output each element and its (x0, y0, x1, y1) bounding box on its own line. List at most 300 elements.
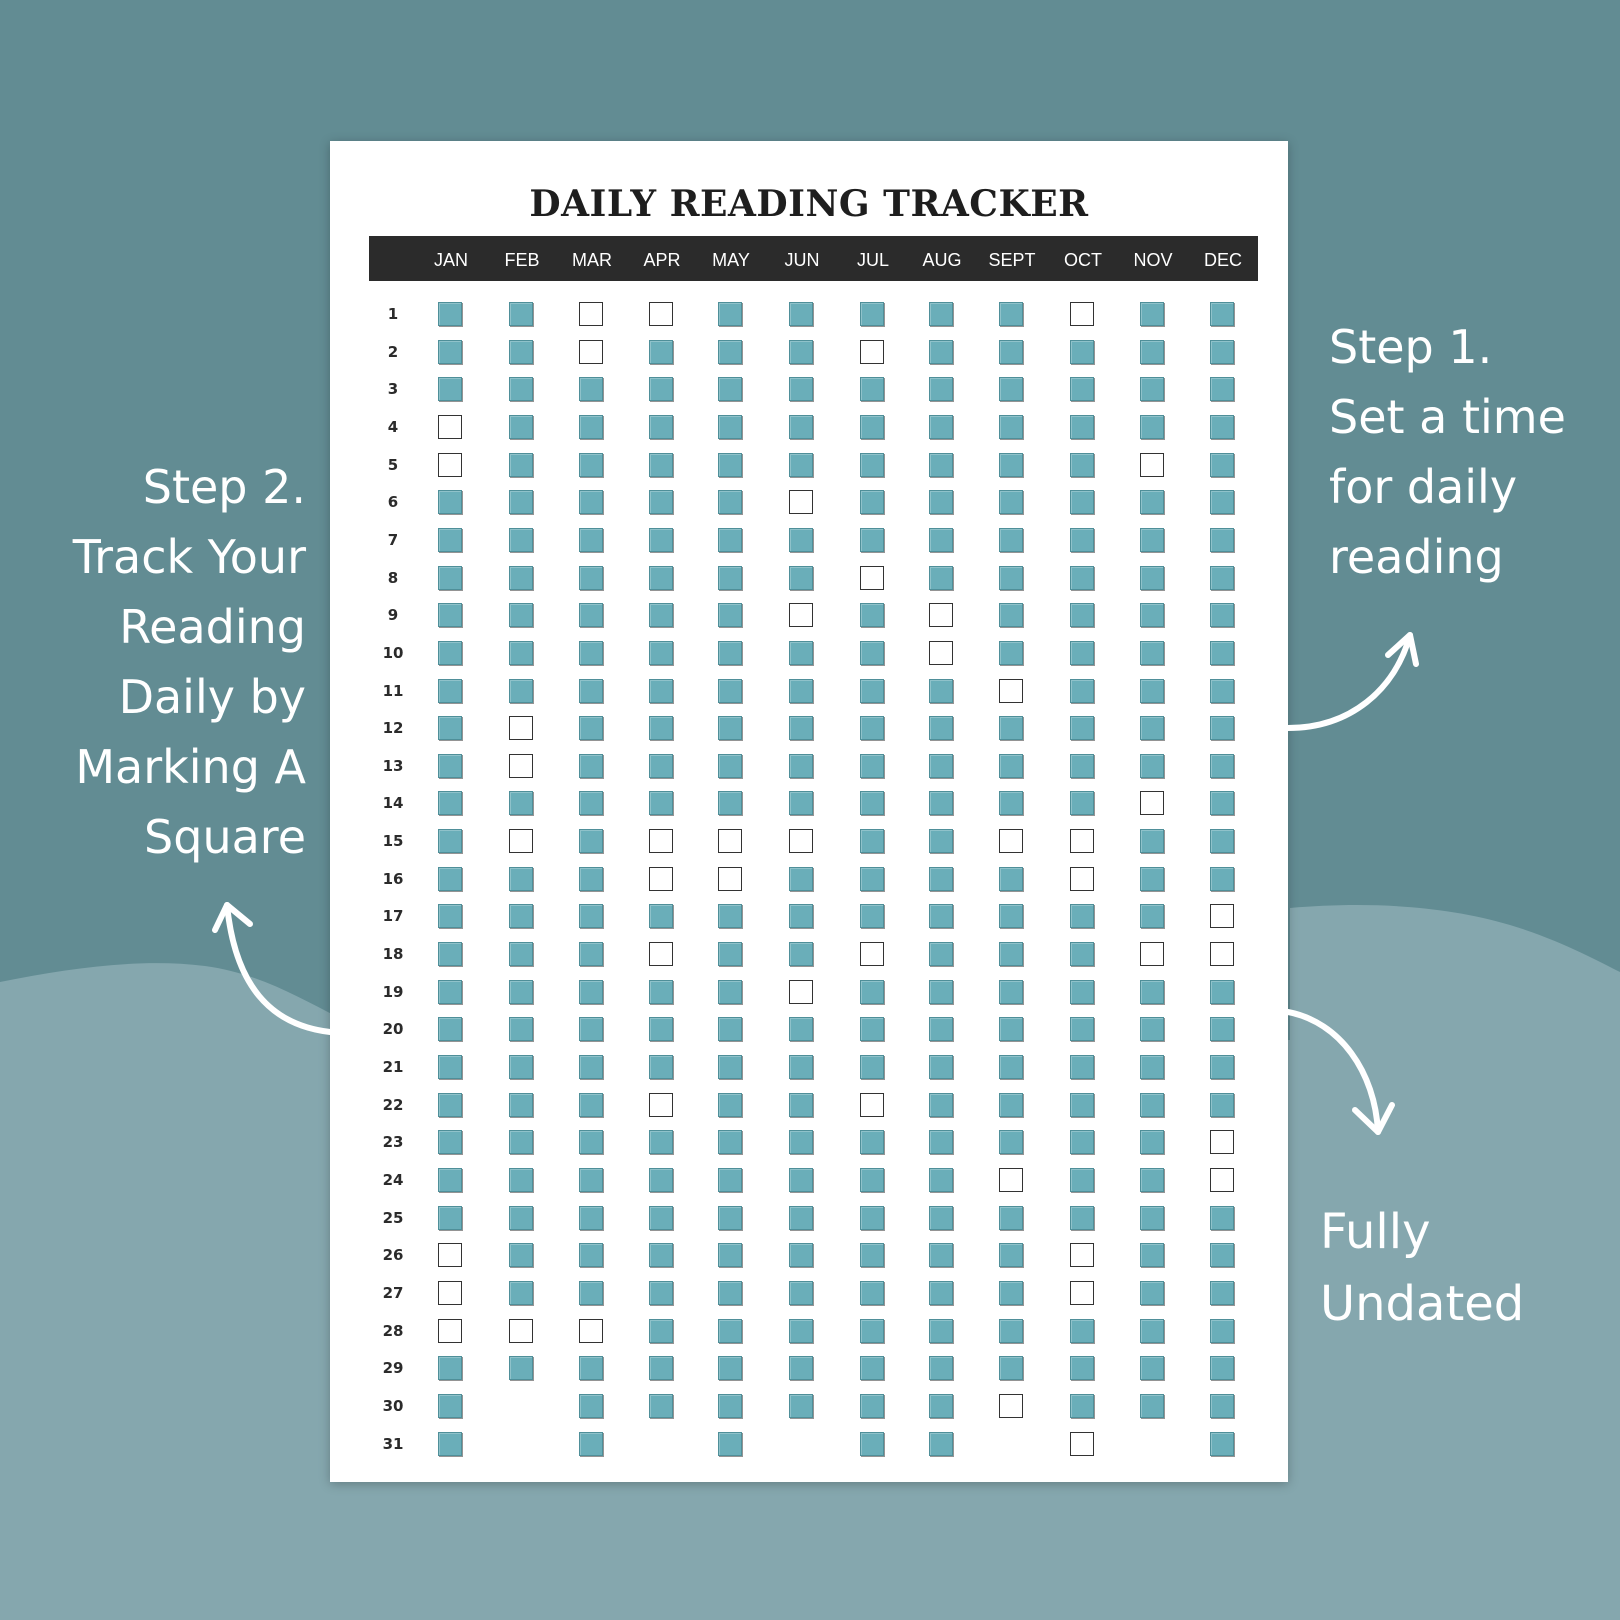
day-square-oct-29[interactable] (1070, 1356, 1094, 1380)
day-square-may-29[interactable] (718, 1356, 742, 1380)
day-square-apr-1[interactable] (649, 302, 673, 326)
day-square-feb-26[interactable] (509, 1243, 533, 1267)
day-square-aug-11[interactable] (929, 679, 953, 703)
day-square-sept-4[interactable] (999, 415, 1023, 439)
day-square-apr-14[interactable] (649, 791, 673, 815)
day-square-mar-26[interactable] (579, 1243, 603, 1267)
day-square-feb-24[interactable] (509, 1168, 533, 1192)
day-square-mar-31[interactable] (579, 1432, 603, 1456)
day-square-jul-5[interactable] (860, 453, 884, 477)
day-square-aug-31[interactable] (929, 1432, 953, 1456)
day-square-jul-3[interactable] (860, 377, 884, 401)
day-square-nov-4[interactable] (1140, 415, 1164, 439)
day-square-jan-24[interactable] (438, 1168, 462, 1192)
day-square-mar-24[interactable] (579, 1168, 603, 1192)
day-square-feb-2[interactable] (509, 340, 533, 364)
day-square-aug-6[interactable] (929, 490, 953, 514)
day-square-oct-25[interactable] (1070, 1206, 1094, 1230)
day-square-dec-28[interactable] (1210, 1319, 1234, 1343)
day-square-mar-3[interactable] (579, 377, 603, 401)
day-square-nov-9[interactable] (1140, 603, 1164, 627)
day-square-oct-22[interactable] (1070, 1093, 1094, 1117)
day-square-dec-22[interactable] (1210, 1093, 1234, 1117)
day-square-apr-11[interactable] (649, 679, 673, 703)
day-square-aug-19[interactable] (929, 980, 953, 1004)
day-square-mar-10[interactable] (579, 641, 603, 665)
day-square-nov-18[interactable] (1140, 942, 1164, 966)
day-square-dec-26[interactable] (1210, 1243, 1234, 1267)
day-square-apr-17[interactable] (649, 904, 673, 928)
day-square-dec-6[interactable] (1210, 490, 1234, 514)
day-square-feb-7[interactable] (509, 528, 533, 552)
day-square-feb-22[interactable] (509, 1093, 533, 1117)
day-square-jul-28[interactable] (860, 1319, 884, 1343)
day-square-jul-4[interactable] (860, 415, 884, 439)
day-square-jan-23[interactable] (438, 1130, 462, 1154)
day-square-jun-3[interactable] (789, 377, 813, 401)
day-square-jan-26[interactable] (438, 1243, 462, 1267)
day-square-may-5[interactable] (718, 453, 742, 477)
day-square-nov-28[interactable] (1140, 1319, 1164, 1343)
day-square-feb-14[interactable] (509, 791, 533, 815)
day-square-apr-18[interactable] (649, 942, 673, 966)
day-square-nov-3[interactable] (1140, 377, 1164, 401)
day-square-mar-2[interactable] (579, 340, 603, 364)
day-square-mar-27[interactable] (579, 1281, 603, 1305)
day-square-may-3[interactable] (718, 377, 742, 401)
day-square-aug-4[interactable] (929, 415, 953, 439)
day-square-nov-20[interactable] (1140, 1017, 1164, 1041)
day-square-dec-17[interactable] (1210, 904, 1234, 928)
day-square-oct-30[interactable] (1070, 1394, 1094, 1418)
day-square-nov-11[interactable] (1140, 679, 1164, 703)
day-square-aug-30[interactable] (929, 1394, 953, 1418)
day-square-oct-20[interactable] (1070, 1017, 1094, 1041)
day-square-dec-19[interactable] (1210, 980, 1234, 1004)
day-square-feb-23[interactable] (509, 1130, 533, 1154)
day-square-jan-2[interactable] (438, 340, 462, 364)
day-square-sept-9[interactable] (999, 603, 1023, 627)
day-square-sept-6[interactable] (999, 490, 1023, 514)
day-square-may-26[interactable] (718, 1243, 742, 1267)
day-square-apr-29[interactable] (649, 1356, 673, 1380)
day-square-aug-16[interactable] (929, 867, 953, 891)
day-square-nov-8[interactable] (1140, 566, 1164, 590)
day-square-may-25[interactable] (718, 1206, 742, 1230)
day-square-feb-18[interactable] (509, 942, 533, 966)
day-square-sept-15[interactable] (999, 829, 1023, 853)
day-square-jul-17[interactable] (860, 904, 884, 928)
day-square-oct-11[interactable] (1070, 679, 1094, 703)
day-square-aug-22[interactable] (929, 1093, 953, 1117)
day-square-aug-3[interactable] (929, 377, 953, 401)
day-square-apr-24[interactable] (649, 1168, 673, 1192)
day-square-feb-21[interactable] (509, 1055, 533, 1079)
day-square-apr-28[interactable] (649, 1319, 673, 1343)
day-square-jun-28[interactable] (789, 1319, 813, 1343)
day-square-aug-23[interactable] (929, 1130, 953, 1154)
day-square-mar-20[interactable] (579, 1017, 603, 1041)
day-square-sept-19[interactable] (999, 980, 1023, 1004)
day-square-nov-14[interactable] (1140, 791, 1164, 815)
day-square-jun-11[interactable] (789, 679, 813, 703)
day-square-dec-15[interactable] (1210, 829, 1234, 853)
day-square-aug-9[interactable] (929, 603, 953, 627)
day-square-dec-9[interactable] (1210, 603, 1234, 627)
day-square-jun-12[interactable] (789, 716, 813, 740)
day-square-apr-23[interactable] (649, 1130, 673, 1154)
day-square-sept-24[interactable] (999, 1168, 1023, 1192)
day-square-jan-15[interactable] (438, 829, 462, 853)
day-square-dec-14[interactable] (1210, 791, 1234, 815)
day-square-aug-21[interactable] (929, 1055, 953, 1079)
day-square-may-15[interactable] (718, 829, 742, 853)
day-square-feb-3[interactable] (509, 377, 533, 401)
day-square-dec-4[interactable] (1210, 415, 1234, 439)
day-square-apr-26[interactable] (649, 1243, 673, 1267)
day-square-nov-16[interactable] (1140, 867, 1164, 891)
day-square-aug-12[interactable] (929, 716, 953, 740)
day-square-may-14[interactable] (718, 791, 742, 815)
day-square-apr-4[interactable] (649, 415, 673, 439)
day-square-oct-7[interactable] (1070, 528, 1094, 552)
day-square-sept-8[interactable] (999, 566, 1023, 590)
day-square-oct-28[interactable] (1070, 1319, 1094, 1343)
day-square-aug-20[interactable] (929, 1017, 953, 1041)
day-square-may-24[interactable] (718, 1168, 742, 1192)
day-square-sept-23[interactable] (999, 1130, 1023, 1154)
day-square-may-8[interactable] (718, 566, 742, 590)
day-square-dec-7[interactable] (1210, 528, 1234, 552)
day-square-jul-18[interactable] (860, 942, 884, 966)
day-square-jul-13[interactable] (860, 754, 884, 778)
day-square-oct-16[interactable] (1070, 867, 1094, 891)
day-square-mar-25[interactable] (579, 1206, 603, 1230)
day-square-jan-20[interactable] (438, 1017, 462, 1041)
day-square-jul-27[interactable] (860, 1281, 884, 1305)
day-square-may-27[interactable] (718, 1281, 742, 1305)
day-square-may-9[interactable] (718, 603, 742, 627)
day-square-feb-8[interactable] (509, 566, 533, 590)
day-square-jun-6[interactable] (789, 490, 813, 514)
day-square-feb-19[interactable] (509, 980, 533, 1004)
day-square-jul-7[interactable] (860, 528, 884, 552)
day-square-dec-12[interactable] (1210, 716, 1234, 740)
day-square-jun-23[interactable] (789, 1130, 813, 1154)
day-square-jul-16[interactable] (860, 867, 884, 891)
day-square-may-30[interactable] (718, 1394, 742, 1418)
day-square-may-12[interactable] (718, 716, 742, 740)
day-square-may-19[interactable] (718, 980, 742, 1004)
day-square-jun-7[interactable] (789, 528, 813, 552)
day-square-jun-15[interactable] (789, 829, 813, 853)
day-square-may-28[interactable] (718, 1319, 742, 1343)
day-square-nov-12[interactable] (1140, 716, 1164, 740)
day-square-sept-13[interactable] (999, 754, 1023, 778)
day-square-oct-15[interactable] (1070, 829, 1094, 853)
day-square-oct-1[interactable] (1070, 302, 1094, 326)
day-square-mar-28[interactable] (579, 1319, 603, 1343)
day-square-may-22[interactable] (718, 1093, 742, 1117)
day-square-oct-10[interactable] (1070, 641, 1094, 665)
day-square-sept-28[interactable] (999, 1319, 1023, 1343)
day-square-feb-11[interactable] (509, 679, 533, 703)
day-square-apr-15[interactable] (649, 829, 673, 853)
day-square-nov-17[interactable] (1140, 904, 1164, 928)
day-square-feb-10[interactable] (509, 641, 533, 665)
day-square-nov-7[interactable] (1140, 528, 1164, 552)
day-square-jun-17[interactable] (789, 904, 813, 928)
day-square-jun-18[interactable] (789, 942, 813, 966)
day-square-dec-3[interactable] (1210, 377, 1234, 401)
day-square-dec-5[interactable] (1210, 453, 1234, 477)
day-square-sept-25[interactable] (999, 1206, 1023, 1230)
day-square-oct-17[interactable] (1070, 904, 1094, 928)
day-square-nov-25[interactable] (1140, 1206, 1164, 1230)
day-square-feb-20[interactable] (509, 1017, 533, 1041)
day-square-feb-13[interactable] (509, 754, 533, 778)
day-square-nov-10[interactable] (1140, 641, 1164, 665)
day-square-dec-25[interactable] (1210, 1206, 1234, 1230)
day-square-dec-1[interactable] (1210, 302, 1234, 326)
day-square-nov-2[interactable] (1140, 340, 1164, 364)
day-square-apr-27[interactable] (649, 1281, 673, 1305)
day-square-nov-22[interactable] (1140, 1093, 1164, 1117)
day-square-oct-27[interactable] (1070, 1281, 1094, 1305)
day-square-feb-5[interactable] (509, 453, 533, 477)
day-square-jul-9[interactable] (860, 603, 884, 627)
day-square-sept-21[interactable] (999, 1055, 1023, 1079)
day-square-mar-5[interactable] (579, 453, 603, 477)
day-square-jul-21[interactable] (860, 1055, 884, 1079)
day-square-jul-19[interactable] (860, 980, 884, 1004)
day-square-may-17[interactable] (718, 904, 742, 928)
day-square-nov-5[interactable] (1140, 453, 1164, 477)
day-square-apr-22[interactable] (649, 1093, 673, 1117)
day-square-aug-17[interactable] (929, 904, 953, 928)
day-square-jul-2[interactable] (860, 340, 884, 364)
day-square-apr-30[interactable] (649, 1394, 673, 1418)
day-square-sept-11[interactable] (999, 679, 1023, 703)
day-square-dec-18[interactable] (1210, 942, 1234, 966)
day-square-mar-22[interactable] (579, 1093, 603, 1117)
day-square-sept-22[interactable] (999, 1093, 1023, 1117)
day-square-jan-27[interactable] (438, 1281, 462, 1305)
day-square-apr-20[interactable] (649, 1017, 673, 1041)
day-square-oct-5[interactable] (1070, 453, 1094, 477)
day-square-mar-6[interactable] (579, 490, 603, 514)
day-square-jul-26[interactable] (860, 1243, 884, 1267)
day-square-oct-8[interactable] (1070, 566, 1094, 590)
day-square-nov-13[interactable] (1140, 754, 1164, 778)
day-square-sept-20[interactable] (999, 1017, 1023, 1041)
day-square-jun-2[interactable] (789, 340, 813, 364)
day-square-sept-17[interactable] (999, 904, 1023, 928)
day-square-apr-19[interactable] (649, 980, 673, 1004)
day-square-jun-10[interactable] (789, 641, 813, 665)
day-square-dec-20[interactable] (1210, 1017, 1234, 1041)
day-square-oct-18[interactable] (1070, 942, 1094, 966)
day-square-jun-24[interactable] (789, 1168, 813, 1192)
day-square-jul-8[interactable] (860, 566, 884, 590)
day-square-dec-11[interactable] (1210, 679, 1234, 703)
day-square-oct-12[interactable] (1070, 716, 1094, 740)
day-square-aug-7[interactable] (929, 528, 953, 552)
day-square-jan-25[interactable] (438, 1206, 462, 1230)
day-square-feb-27[interactable] (509, 1281, 533, 1305)
day-square-oct-24[interactable] (1070, 1168, 1094, 1192)
day-square-apr-9[interactable] (649, 603, 673, 627)
day-square-dec-13[interactable] (1210, 754, 1234, 778)
day-square-jan-29[interactable] (438, 1356, 462, 1380)
day-square-aug-26[interactable] (929, 1243, 953, 1267)
day-square-mar-18[interactable] (579, 942, 603, 966)
day-square-dec-23[interactable] (1210, 1130, 1234, 1154)
day-square-jun-25[interactable] (789, 1206, 813, 1230)
day-square-jul-15[interactable] (860, 829, 884, 853)
day-square-jun-13[interactable] (789, 754, 813, 778)
day-square-mar-14[interactable] (579, 791, 603, 815)
day-square-nov-24[interactable] (1140, 1168, 1164, 1192)
day-square-oct-31[interactable] (1070, 1432, 1094, 1456)
day-square-oct-23[interactable] (1070, 1130, 1094, 1154)
day-square-jun-5[interactable] (789, 453, 813, 477)
day-square-jul-1[interactable] (860, 302, 884, 326)
day-square-aug-10[interactable] (929, 641, 953, 665)
day-square-aug-2[interactable] (929, 340, 953, 364)
day-square-jun-29[interactable] (789, 1356, 813, 1380)
day-square-mar-4[interactable] (579, 415, 603, 439)
day-square-jun-4[interactable] (789, 415, 813, 439)
day-square-dec-24[interactable] (1210, 1168, 1234, 1192)
day-square-may-7[interactable] (718, 528, 742, 552)
day-square-jul-31[interactable] (860, 1432, 884, 1456)
day-square-mar-11[interactable] (579, 679, 603, 703)
day-square-apr-7[interactable] (649, 528, 673, 552)
day-square-jun-20[interactable] (789, 1017, 813, 1041)
day-square-apr-13[interactable] (649, 754, 673, 778)
day-square-sept-10[interactable] (999, 641, 1023, 665)
day-square-oct-3[interactable] (1070, 377, 1094, 401)
day-square-jan-12[interactable] (438, 716, 462, 740)
day-square-apr-16[interactable] (649, 867, 673, 891)
day-square-sept-30[interactable] (999, 1394, 1023, 1418)
day-square-oct-2[interactable] (1070, 340, 1094, 364)
day-square-jun-19[interactable] (789, 980, 813, 1004)
day-square-apr-25[interactable] (649, 1206, 673, 1230)
day-square-sept-3[interactable] (999, 377, 1023, 401)
day-square-jan-1[interactable] (438, 302, 462, 326)
day-square-aug-15[interactable] (929, 829, 953, 853)
day-square-sept-27[interactable] (999, 1281, 1023, 1305)
day-square-nov-1[interactable] (1140, 302, 1164, 326)
day-square-sept-16[interactable] (999, 867, 1023, 891)
day-square-feb-12[interactable] (509, 716, 533, 740)
day-square-jan-3[interactable] (438, 377, 462, 401)
day-square-mar-12[interactable] (579, 716, 603, 740)
day-square-may-1[interactable] (718, 302, 742, 326)
day-square-oct-19[interactable] (1070, 980, 1094, 1004)
day-square-apr-8[interactable] (649, 566, 673, 590)
day-square-oct-9[interactable] (1070, 603, 1094, 627)
day-square-sept-18[interactable] (999, 942, 1023, 966)
day-square-nov-6[interactable] (1140, 490, 1164, 514)
day-square-jan-31[interactable] (438, 1432, 462, 1456)
day-square-oct-4[interactable] (1070, 415, 1094, 439)
day-square-may-6[interactable] (718, 490, 742, 514)
day-square-apr-12[interactable] (649, 716, 673, 740)
day-square-jan-8[interactable] (438, 566, 462, 590)
day-square-nov-29[interactable] (1140, 1356, 1164, 1380)
day-square-aug-14[interactable] (929, 791, 953, 815)
day-square-mar-1[interactable] (579, 302, 603, 326)
day-square-may-31[interactable] (718, 1432, 742, 1456)
day-square-dec-21[interactable] (1210, 1055, 1234, 1079)
day-square-may-11[interactable] (718, 679, 742, 703)
day-square-aug-13[interactable] (929, 754, 953, 778)
day-square-dec-30[interactable] (1210, 1394, 1234, 1418)
day-square-jan-19[interactable] (438, 980, 462, 1004)
day-square-jun-1[interactable] (789, 302, 813, 326)
day-square-feb-9[interactable] (509, 603, 533, 627)
day-square-jul-10[interactable] (860, 641, 884, 665)
day-square-dec-2[interactable] (1210, 340, 1234, 364)
day-square-feb-17[interactable] (509, 904, 533, 928)
day-square-oct-26[interactable] (1070, 1243, 1094, 1267)
day-square-sept-5[interactable] (999, 453, 1023, 477)
day-square-jul-6[interactable] (860, 490, 884, 514)
day-square-aug-25[interactable] (929, 1206, 953, 1230)
day-square-dec-16[interactable] (1210, 867, 1234, 891)
day-square-jan-10[interactable] (438, 641, 462, 665)
day-square-jan-28[interactable] (438, 1319, 462, 1343)
day-square-mar-30[interactable] (579, 1394, 603, 1418)
day-square-aug-8[interactable] (929, 566, 953, 590)
day-square-jun-27[interactable] (789, 1281, 813, 1305)
day-square-dec-31[interactable] (1210, 1432, 1234, 1456)
day-square-jul-20[interactable] (860, 1017, 884, 1041)
day-square-nov-30[interactable] (1140, 1394, 1164, 1418)
day-square-jan-11[interactable] (438, 679, 462, 703)
day-square-jun-21[interactable] (789, 1055, 813, 1079)
day-square-jan-21[interactable] (438, 1055, 462, 1079)
day-square-aug-24[interactable] (929, 1168, 953, 1192)
day-square-aug-1[interactable] (929, 302, 953, 326)
day-square-jul-25[interactable] (860, 1206, 884, 1230)
day-square-sept-7[interactable] (999, 528, 1023, 552)
day-square-jul-30[interactable] (860, 1394, 884, 1418)
day-square-jun-22[interactable] (789, 1093, 813, 1117)
day-square-mar-13[interactable] (579, 754, 603, 778)
day-square-jul-24[interactable] (860, 1168, 884, 1192)
day-square-mar-21[interactable] (579, 1055, 603, 1079)
day-square-feb-15[interactable] (509, 829, 533, 853)
day-square-aug-5[interactable] (929, 453, 953, 477)
day-square-apr-2[interactable] (649, 340, 673, 364)
day-square-jul-14[interactable] (860, 791, 884, 815)
day-square-jul-29[interactable] (860, 1356, 884, 1380)
day-square-nov-23[interactable] (1140, 1130, 1164, 1154)
day-square-sept-26[interactable] (999, 1243, 1023, 1267)
day-square-mar-9[interactable] (579, 603, 603, 627)
day-square-oct-6[interactable] (1070, 490, 1094, 514)
day-square-jun-26[interactable] (789, 1243, 813, 1267)
day-square-sept-14[interactable] (999, 791, 1023, 815)
day-square-jan-9[interactable] (438, 603, 462, 627)
day-square-feb-4[interactable] (509, 415, 533, 439)
day-square-oct-21[interactable] (1070, 1055, 1094, 1079)
day-square-jan-6[interactable] (438, 490, 462, 514)
